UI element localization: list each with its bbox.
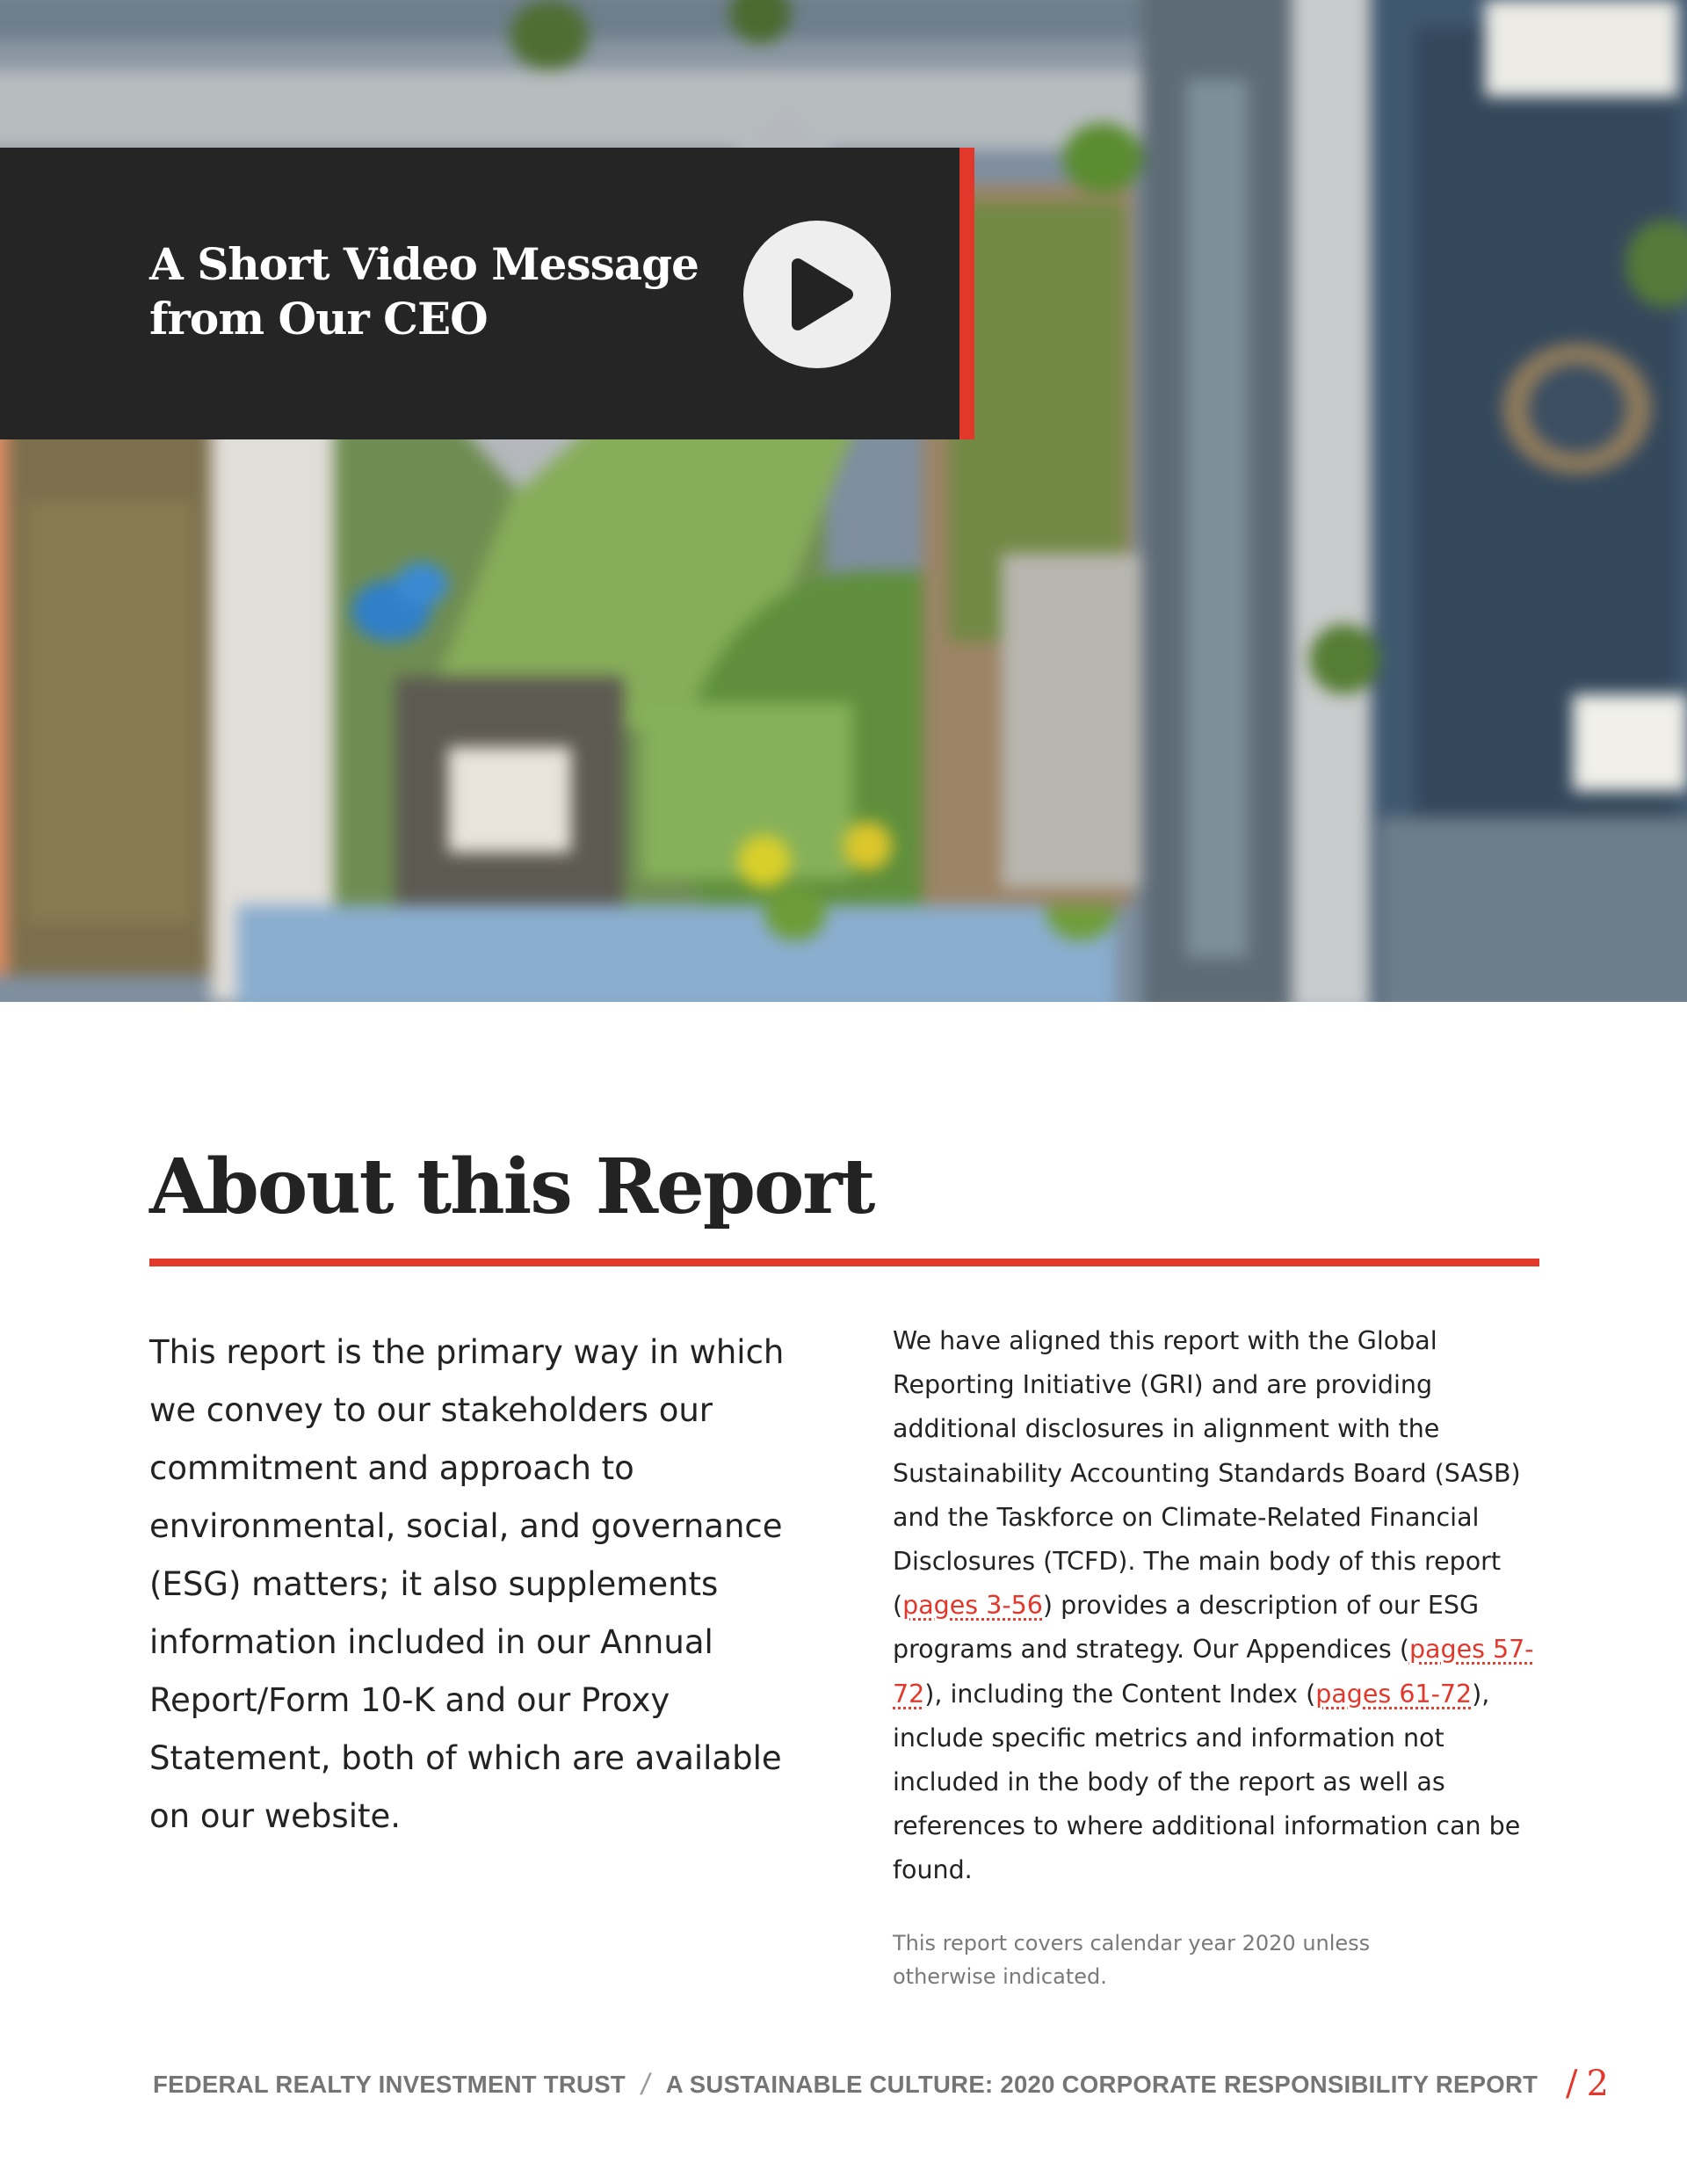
- play-button[interactable]: [743, 221, 891, 368]
- footer-report-name: A SUSTAINABLE CULTURE: 2020 CORPORATE RESPONSIBILITY REPORT: [665, 2071, 1539, 2098]
- body-text-part: We have aligned this report with the Global Reporting Initiative (GRI) and are providing additional disclosures in alignment with the Sustainability Accounting Standards Board (SASB) and the Taskforce on Climate-Related Financial Disclosures (TCFD). The main body of this report (: [893, 1326, 1521, 1621]
- ceo-video-card[interactable]: [0, 148, 974, 439]
- link-content-index-pages[interactable]: pages 61-72: [1315, 1679, 1473, 1709]
- page-title: About this Report: [149, 1143, 874, 1231]
- footer: [153, 2067, 1538, 2102]
- body-text-part: ), include specific metrics and information not included in the body of the report as well as references to where additional information can be found.: [893, 1679, 1521, 1885]
- body-text-part: ), including the Content Index (: [924, 1679, 1316, 1709]
- page-number-separator: /: [1566, 2064, 1578, 2104]
- page-number: [1566, 2062, 1609, 2106]
- footer-organization: FEDERAL REALTY INVESTMENT TRUST: [153, 2071, 626, 2098]
- page-number-value: 2: [1586, 2064, 1609, 2104]
- title-divider: [149, 1259, 1539, 1266]
- lead-paragraph: This report is the primary way in which we convey to our stakeholders our commitment and approach to environmental, social, and governance (ESG) matters; it also supplements information included in our Annual Report/Form 10-K and our Proxy Statement, both of which are available on our website.: [149, 1333, 785, 1835]
- video-title: A Short Video Message from Our CEO: [149, 238, 699, 345]
- body-paragraph: [893, 1319, 1543, 1893]
- play-icon: [743, 221, 891, 368]
- link-main-body-pages[interactable]: pages 3-56: [902, 1591, 1043, 1621]
- footer-separator: /: [638, 2067, 654, 2101]
- link-appendices-pages[interactable]: pages 57-72: [893, 1635, 1534, 1709]
- coverage-note: This report covers calendar year 2020 unless otherwise indicated.: [893, 1931, 1371, 1989]
- body-text-part: ) provides a description of our ESG programs and strategy. Our Appendices (: [893, 1591, 1480, 1665]
